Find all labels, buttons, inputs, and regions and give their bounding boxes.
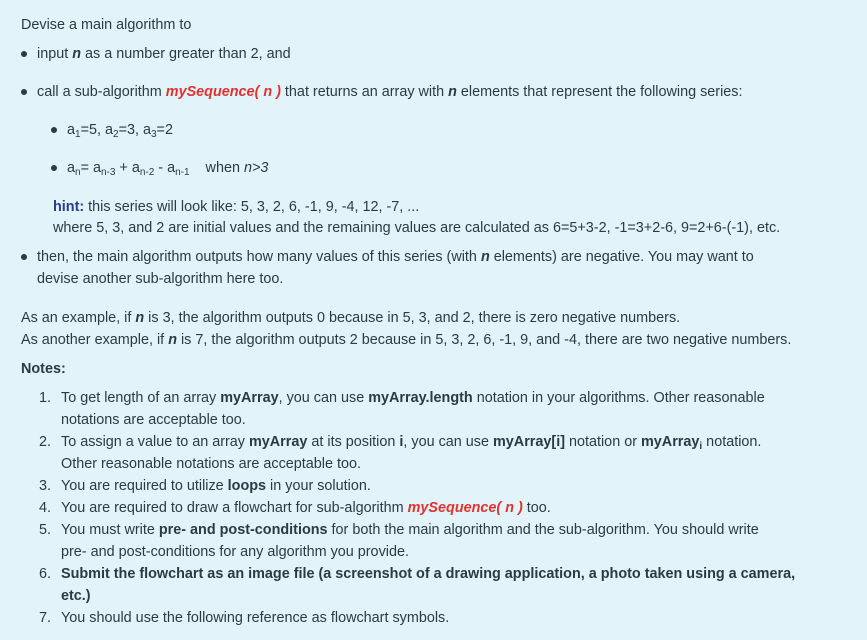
note-array-length-cont: notations are acceptable too.: [61, 412, 246, 428]
bullet-output-negatives: then, the main algorithm outputs how many values of this series (with n elements) are negative. You may want to: [37, 249, 754, 265]
example-one: As an example, if n is 3, the algorithm outputs 0 because in 5, 3, and 2, there is zero negative numbers.: [21, 310, 681, 326]
note-conditions: You must write pre- and post-conditions for both the main algorithm and the sub-algorithm. You should write: [61, 522, 759, 538]
note-flowchart-symbols: You should use the following reference as flowchart symbols.: [61, 610, 450, 626]
recurrence-formula: $a_n= a_{n-3} + a_{n-2} - a_{n-1}$ when n>3: [67, 160, 269, 178]
bullet-dot: [21, 254, 27, 260]
bullet-call-subalgorithm: call a sub-algorithm mySequence( n ) that returns an array with n elements that represent the following series:: [37, 84, 743, 100]
note-number: 6.: [38, 566, 51, 582]
sub-bullet-dot: [51, 127, 57, 133]
note-submit-flowchart-cont: etc.): [61, 588, 91, 604]
note-submit-flowchart: Submit the flowchart as an image file (a screenshot of a drawing application, a photo taken using a camera,: [61, 566, 796, 582]
notes-heading: Notes:: [21, 361, 66, 377]
bullet-dot: [21, 51, 27, 57]
note-number: 7.: [38, 610, 51, 626]
hint-explanation: where 5, 3, and 2 are initial values and the remaining values are calculated as 6=5+3-2, -1=3+2-6, 9=2+6-(-1), etc.: [53, 220, 781, 236]
note-loops: You are required to utilize loops in your solution.: [61, 478, 371, 494]
bullet-input-n: input n as a number greater than 2, and: [37, 46, 291, 62]
bullet-output-negatives-cont: devise another sub-algorithm here too.: [37, 271, 284, 287]
initial-values: $a_1=5$, $a_2=3$, $a_3=2$: [67, 122, 173, 140]
note-array-length: To get length of an array myArray, you can use myArray.length notation in your algorithms. Other reasonable: [61, 390, 765, 406]
note-array-assign-cont: Other reasonable notations are acceptable too.: [61, 456, 362, 472]
note-conditions-cont: pre- and post-conditions for any algorithm you provide.: [61, 544, 409, 560]
hint-line: hint: this series will look like: 5, 3, 2, 6, -1, 9, -4, 12, -7, ...: [53, 199, 420, 215]
example-two: As another example, if n is 7, the algorithm outputs 2 because in 5, 3, 2, 6, -1, 9, and -4, there are two negative numbers.: [21, 332, 792, 348]
note-number: 2.: [38, 434, 51, 450]
intro-text: Devise a main algorithm to: [21, 17, 192, 33]
note-flowchart: You are required to draw a flowchart for sub-algorithm mySequence( n ) too.: [61, 500, 551, 516]
note-array-assign: To assign a value to an array myArray at its position i, you can use myArray[i] notation or myArray$_i$ notation.: [61, 434, 762, 452]
note-number: 3.: [38, 478, 51, 494]
note-number: 5.: [38, 522, 51, 538]
note-number: 4.: [38, 500, 51, 516]
bullet-dot: [21, 89, 27, 95]
note-number: 1.: [38, 390, 51, 406]
sub-bullet-dot: [51, 165, 57, 171]
